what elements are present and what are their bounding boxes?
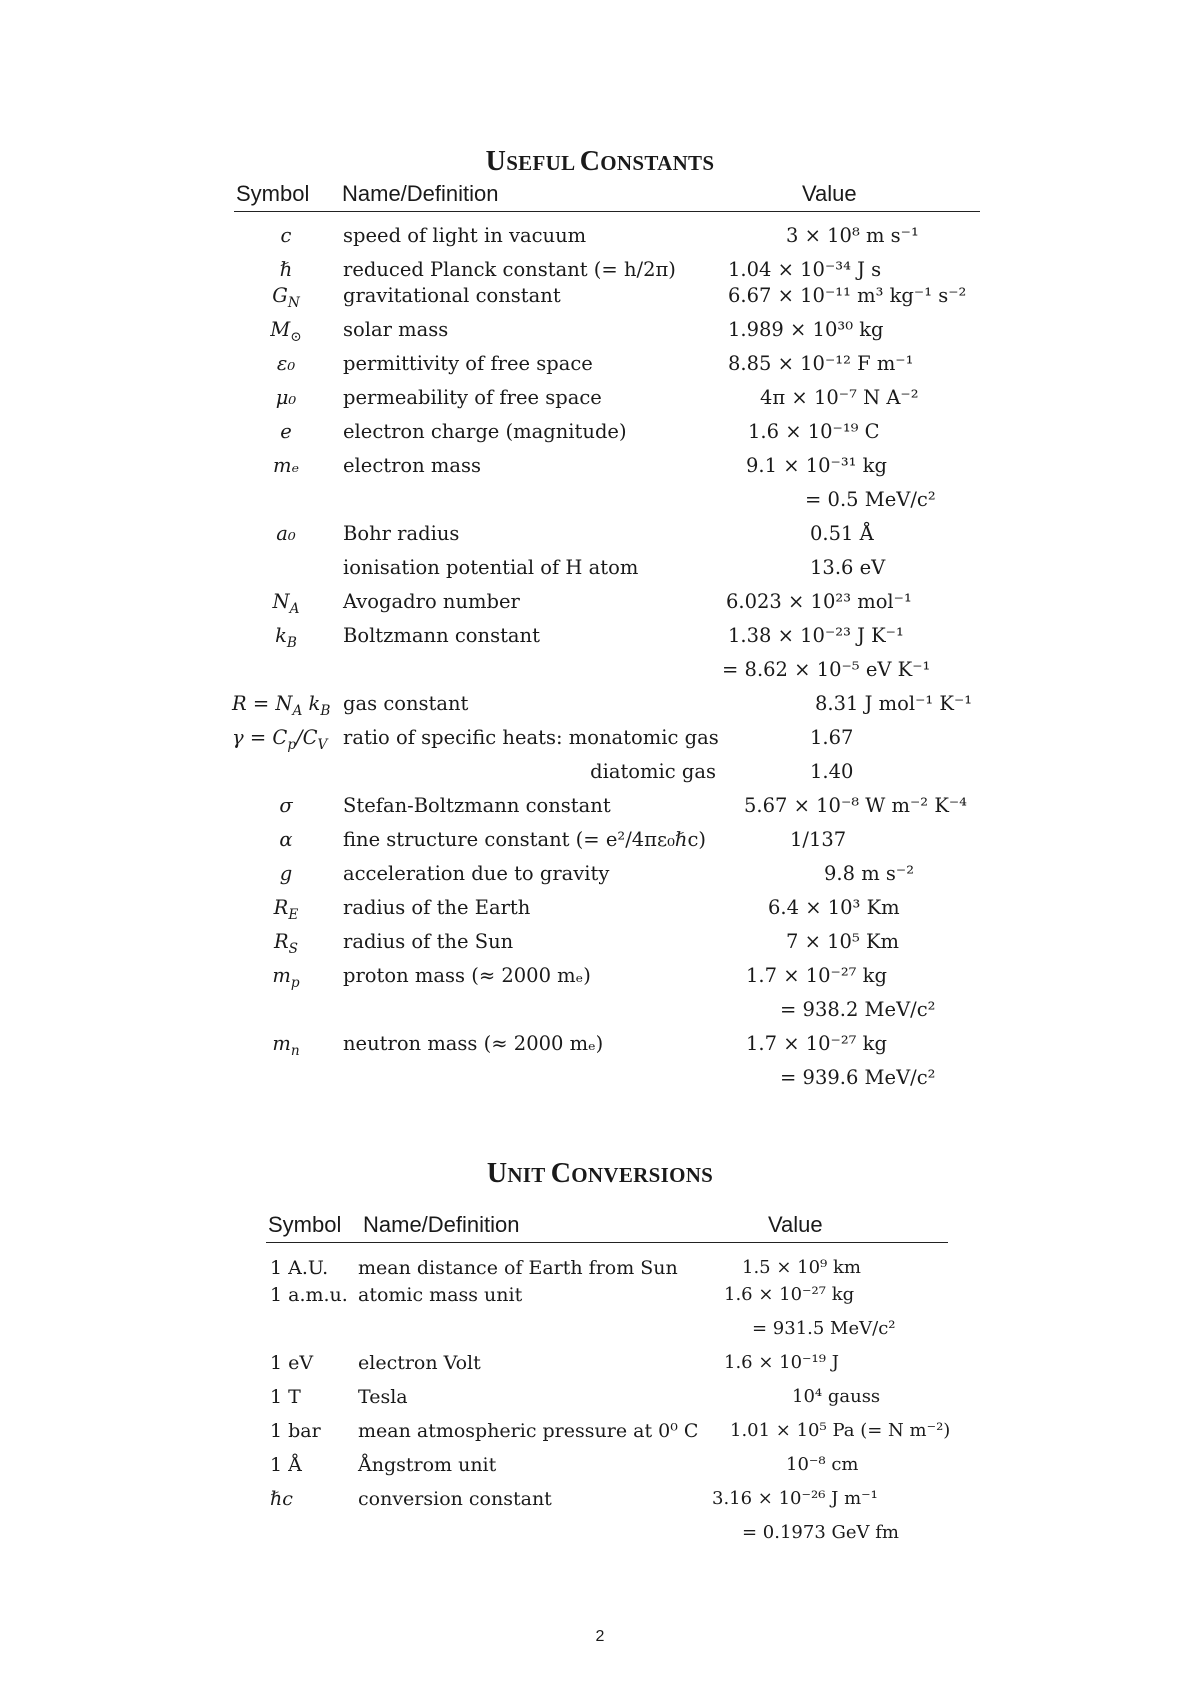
row-name: conversion constant bbox=[358, 1488, 552, 1510]
row-name: neutron mass (≈ 2000 mₑ) bbox=[343, 1032, 604, 1055]
table-row bbox=[0, 1417, 1200, 1449]
table-row bbox=[0, 894, 1200, 926]
row-name: mean distance of Earth from Sun bbox=[358, 1257, 678, 1279]
row-name: mean atmospheric pressure at 0⁰ C bbox=[358, 1420, 699, 1442]
row-symbol: 1 eV bbox=[270, 1352, 314, 1374]
row-symbol: 1 Å bbox=[270, 1454, 302, 1476]
page-number: 2 bbox=[595, 1628, 605, 1645]
table-row bbox=[0, 384, 1200, 416]
row-name: atomic mass unit bbox=[358, 1284, 523, 1306]
row-value: = 931.5 MeV/c² bbox=[752, 1318, 896, 1339]
row-symbol: $M_⊙$ bbox=[270, 318, 302, 345]
table-row bbox=[0, 792, 1200, 824]
constants-header-rule bbox=[234, 211, 980, 212]
table-row bbox=[0, 1315, 1200, 1347]
row-name: gravitational constant bbox=[343, 284, 561, 307]
row-value: 0.51 Å bbox=[810, 522, 874, 545]
table-row bbox=[0, 1485, 1200, 1517]
table-row bbox=[0, 1451, 1200, 1483]
row-symbol: μ₀ bbox=[275, 386, 297, 409]
row-symbol: ℏ bbox=[279, 258, 293, 281]
constants-header-value: Value bbox=[802, 181, 857, 206]
row-value: 1.989 × 10³⁰ kg bbox=[728, 318, 884, 341]
title-letter: C bbox=[550, 1158, 572, 1189]
table-row bbox=[0, 554, 1200, 586]
constants-header-symbol: Symbol bbox=[236, 181, 310, 206]
row-symbol: $k_B$ bbox=[275, 624, 297, 651]
row-value: = 8.62 × 10⁻⁵ eV K⁻¹ bbox=[722, 658, 931, 681]
row-value: 9.1 × 10⁻³¹ kg bbox=[746, 454, 887, 477]
row-name: electron charge (magnitude) bbox=[343, 420, 627, 443]
table-row bbox=[0, 1064, 1200, 1096]
table-row bbox=[0, 452, 1200, 484]
row-symbol: c bbox=[280, 224, 292, 247]
row-name: radius of the Sun bbox=[343, 930, 514, 953]
row-value: 1.01 × 10⁵ Pa (= N m⁻²) bbox=[730, 1420, 951, 1441]
table-row bbox=[0, 520, 1200, 552]
row-symbol: $\gamma = C_p/C_V$ bbox=[232, 726, 328, 753]
row-value: 7 × 10⁵ Km bbox=[786, 930, 900, 953]
row-value: 1.6 × 10⁻¹⁹ C bbox=[748, 420, 880, 443]
row-value: = 939.6 MeV/c² bbox=[780, 1066, 936, 1089]
row-value: 6.023 × 10²³ mol⁻¹ bbox=[726, 590, 912, 613]
table-row bbox=[0, 418, 1200, 450]
row-value: 1.7 × 10⁻²⁷ kg bbox=[746, 964, 887, 987]
row-value: 1.6 × 10⁻¹⁹ J bbox=[724, 1352, 839, 1373]
row-value: 6.4 × 10³ Km bbox=[768, 896, 900, 919]
row-value: 3.16 × 10⁻²⁶ J m⁻¹ bbox=[712, 1488, 878, 1509]
row-symbol: 1 T bbox=[270, 1386, 301, 1408]
row-value: 1.7 × 10⁻²⁷ kg bbox=[746, 1032, 887, 1055]
row-value: 3 × 10⁸ m s⁻¹ bbox=[786, 224, 919, 247]
constants-title bbox=[0, 146, 1200, 178]
row-name: Stefan-Boltzmann constant bbox=[343, 794, 611, 817]
row-symbol: mₑ bbox=[272, 454, 300, 477]
row-symbol: g bbox=[279, 862, 293, 885]
row-value: 1.5 × 10⁹ km bbox=[742, 1257, 861, 1278]
title-letter: U bbox=[485, 146, 507, 177]
row-name: radius of the Earth bbox=[343, 896, 531, 919]
row-value: 1.40 bbox=[810, 760, 854, 783]
row-name: electron Volt bbox=[358, 1352, 481, 1374]
row-name: Boltzmann constant bbox=[343, 624, 540, 647]
row-symbol: ℏc bbox=[270, 1488, 293, 1510]
row-symbol: α bbox=[279, 828, 293, 851]
row-value: 4π × 10⁻⁷ N A⁻² bbox=[760, 386, 919, 409]
row-symbol: $m_p$ bbox=[272, 964, 300, 991]
conversions-header-name: Name/Definition bbox=[363, 1212, 520, 1237]
row-symbol: 1 bar bbox=[270, 1420, 321, 1442]
row-name: permeability of free space bbox=[343, 386, 602, 409]
row-value: 5.67 × 10⁻⁸ W m⁻² K⁻⁴ bbox=[744, 794, 967, 817]
row-value: 13.6 eV bbox=[810, 556, 886, 579]
table-row bbox=[0, 1030, 1200, 1062]
table-row bbox=[0, 962, 1200, 994]
row-name: Ångstrom unit bbox=[358, 1454, 497, 1476]
table-row bbox=[0, 928, 1200, 960]
table-row bbox=[0, 350, 1200, 382]
conversions-header-symbol: Symbol bbox=[268, 1212, 342, 1237]
table-row bbox=[0, 222, 1200, 254]
row-value: 1.38 × 10⁻²³ J K⁻¹ bbox=[728, 624, 904, 647]
table-row bbox=[0, 282, 1200, 314]
row-name: Bohr radius bbox=[343, 522, 460, 545]
table-row bbox=[0, 1383, 1200, 1415]
table-row bbox=[0, 486, 1200, 518]
row-value: = 0.5 MeV/c² bbox=[805, 488, 936, 511]
row-value: 1/137 bbox=[790, 828, 847, 851]
row-symbol: $R = N_A$ $k_B$ bbox=[232, 692, 331, 719]
row-name: reduced Planck constant (= h/2π) bbox=[343, 258, 676, 281]
row-value: 9.8 m s⁻² bbox=[824, 862, 915, 885]
table-row bbox=[0, 656, 1200, 688]
row-symbol: 1 a.m.u. bbox=[270, 1284, 348, 1306]
row-value: = 938.2 MeV/c² bbox=[780, 998, 936, 1021]
table-row bbox=[0, 1281, 1200, 1313]
title-letter: U bbox=[486, 1158, 508, 1189]
row-value: 1.6 × 10⁻²⁷ kg bbox=[724, 1284, 855, 1305]
row-symbol: $G_N$ bbox=[272, 284, 300, 311]
row-name: ratio of specific heats: monatomic gas bbox=[343, 726, 719, 749]
row-name: Avogadro number bbox=[343, 590, 520, 613]
row-symbol: $m_n$ bbox=[272, 1032, 300, 1059]
table-row bbox=[0, 860, 1200, 892]
conversions-title bbox=[0, 1158, 1200, 1190]
table-row bbox=[0, 316, 1200, 348]
table-row bbox=[0, 758, 1200, 790]
title-part: NIT bbox=[507, 1163, 551, 1187]
row-symbol: $R_S$ bbox=[273, 930, 299, 957]
row-value: 10⁻⁸ cm bbox=[786, 1454, 859, 1475]
row-name: Tesla bbox=[358, 1386, 408, 1408]
row-value: 6.67 × 10⁻¹¹ m³ kg⁻¹ s⁻² bbox=[728, 284, 967, 307]
row-value: = 0.1973 GeV fm bbox=[742, 1522, 899, 1543]
row-value: 1.04 × 10⁻³⁴ J s bbox=[728, 258, 882, 281]
row-name: speed of light in vacuum bbox=[343, 224, 587, 247]
table-row bbox=[0, 690, 1200, 722]
row-value: 1.67 bbox=[810, 726, 854, 749]
row-value: 8.85 × 10⁻¹² F m⁻¹ bbox=[728, 352, 914, 375]
row-name: diatomic gas bbox=[590, 760, 716, 783]
row-symbol: $R_E$ bbox=[273, 896, 299, 923]
table-row bbox=[0, 826, 1200, 858]
table-row bbox=[0, 1349, 1200, 1381]
row-symbol: 1 A.U. bbox=[270, 1257, 329, 1279]
row-name: electron mass bbox=[343, 454, 482, 477]
table-row bbox=[0, 588, 1200, 620]
row-name: fine structure constant (= e²/4πε₀ℏc) bbox=[343, 828, 706, 851]
row-symbol: a₀ bbox=[276, 522, 296, 545]
title-letter: C bbox=[579, 146, 601, 177]
row-symbol: e bbox=[280, 420, 292, 443]
table-row bbox=[0, 1519, 1200, 1551]
row-symbol: $N_A$ bbox=[272, 590, 300, 617]
table-row bbox=[0, 724, 1200, 756]
row-name: ionisation potential of H atom bbox=[343, 556, 639, 579]
row-value: 8.31 J mol⁻¹ K⁻¹ bbox=[815, 692, 973, 715]
title-part: SEFUL bbox=[506, 151, 580, 175]
title-part: ONVERSIONS bbox=[571, 1163, 714, 1187]
table-row bbox=[0, 996, 1200, 1028]
title-part: ONSTANTS bbox=[600, 151, 715, 175]
constants-header-name: Name/Definition bbox=[342, 181, 499, 206]
row-symbol: ε₀ bbox=[276, 352, 296, 375]
row-name: acceleration due to gravity bbox=[343, 862, 610, 885]
conversions-header-rule bbox=[266, 1242, 948, 1243]
conversions-header-value: Value bbox=[768, 1212, 823, 1237]
row-name: gas constant bbox=[343, 692, 469, 715]
row-symbol: σ bbox=[279, 794, 293, 817]
row-name: solar mass bbox=[343, 318, 449, 341]
row-value: 10⁴ gauss bbox=[792, 1386, 881, 1407]
row-name: proton mass (≈ 2000 mₑ) bbox=[343, 964, 591, 987]
table-row bbox=[0, 622, 1200, 654]
row-name: permittivity of free space bbox=[343, 352, 593, 375]
